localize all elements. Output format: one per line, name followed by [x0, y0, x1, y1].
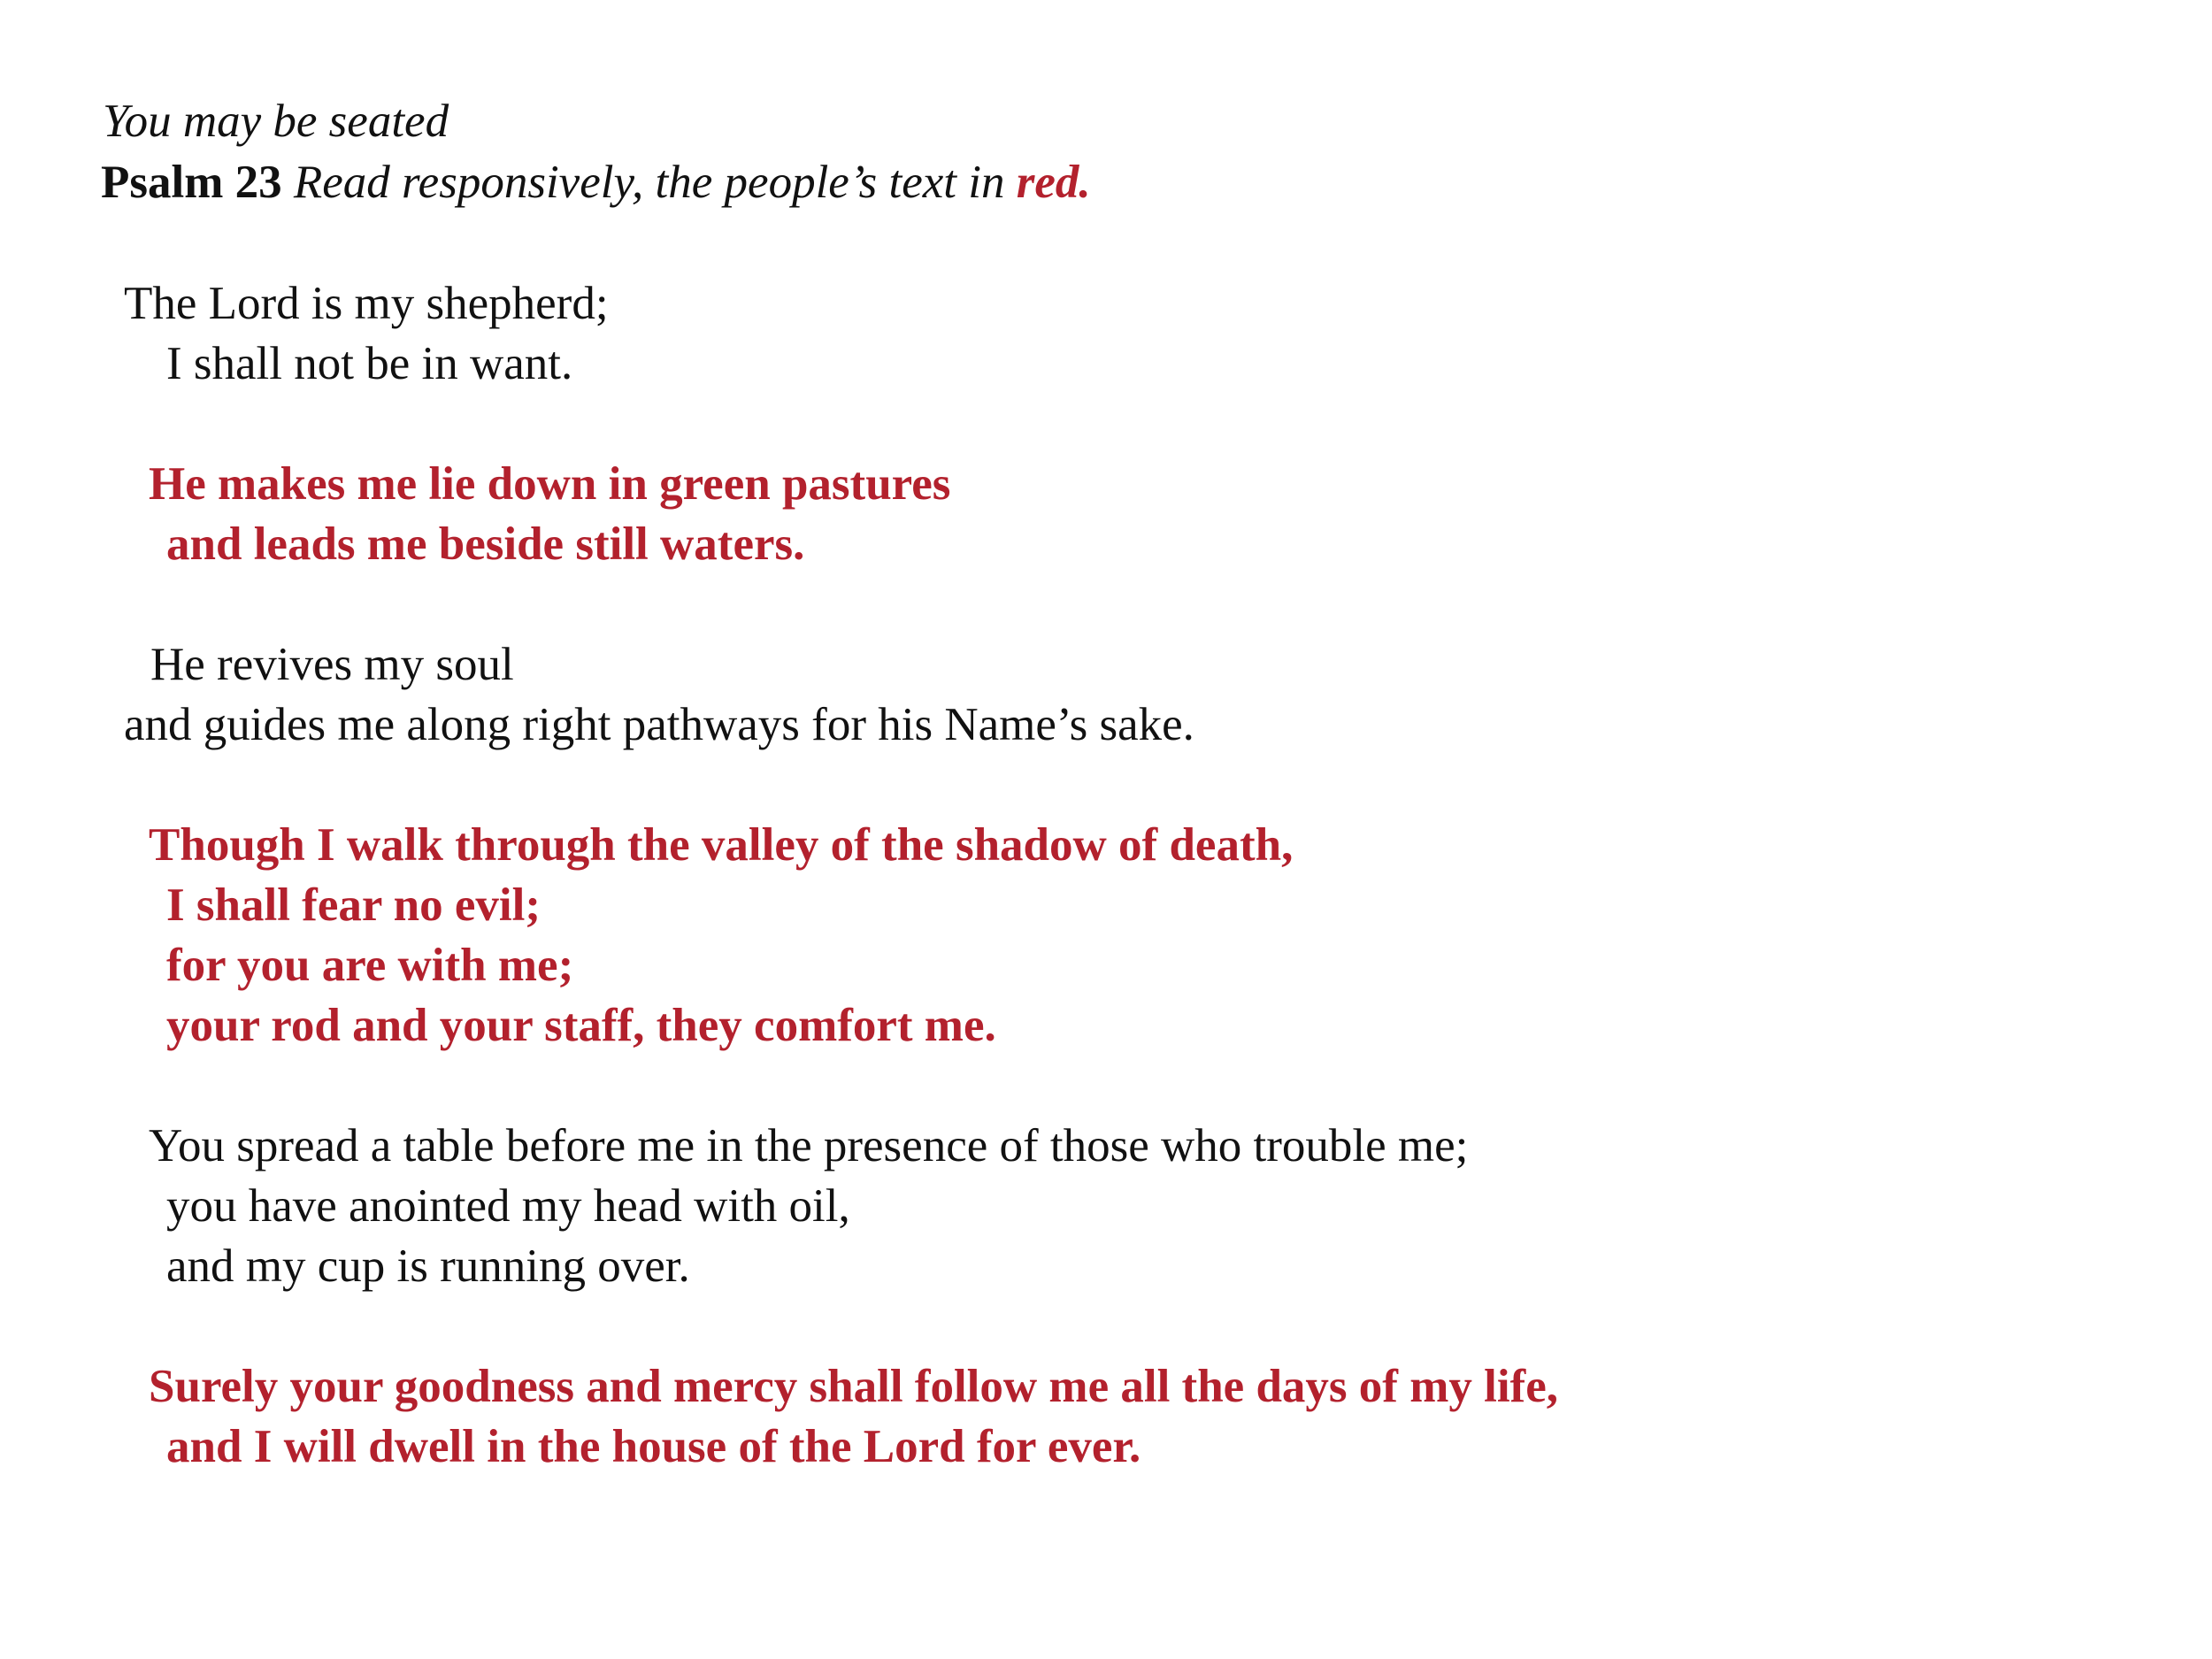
psalm-heading [101, 152, 1091, 212]
seating-rubric: You may be seated [103, 96, 449, 147]
verse-line: and my cup is running over. [166, 1240, 690, 1292]
people-verse-line: and leads me beside still waters. [166, 518, 805, 570]
people-verse-line: and I will dwell in the house of the Lord for ever. [166, 1421, 1141, 1472]
people-verse-line: I shall fear no evil; [166, 879, 541, 931]
people-verse-line: He makes me lie down in green pastures [149, 458, 951, 510]
reading-instruction: Read responsively, the people’s text in [293, 157, 1005, 208]
verse-line: The Lord is my shepherd; [124, 278, 609, 329]
verse-line: and guides me along right pathways for his Name’s sake. [124, 699, 1194, 750]
reading-instruction-red: red. [1016, 157, 1091, 208]
verse-line: You spread a table before me in the presence of those who trouble me; [149, 1120, 1469, 1171]
people-verse-line: Though I walk through the valley of the shadow of death, [149, 819, 1294, 871]
people-verse-line: for you are with me; [166, 940, 574, 991]
verse-line: I shall not be in want. [166, 338, 573, 389]
verse-line: you have anointed my head with oil, [166, 1180, 850, 1232]
people-verse-line: Surely your goodness and mercy shall follow me all the days of my life, [149, 1361, 1558, 1412]
psalm-title: Psalm 23 [101, 157, 282, 208]
verse-line: He revives my soul [150, 639, 514, 690]
people-verse-line: your rod and your staff, they comfort me. [166, 1000, 996, 1051]
